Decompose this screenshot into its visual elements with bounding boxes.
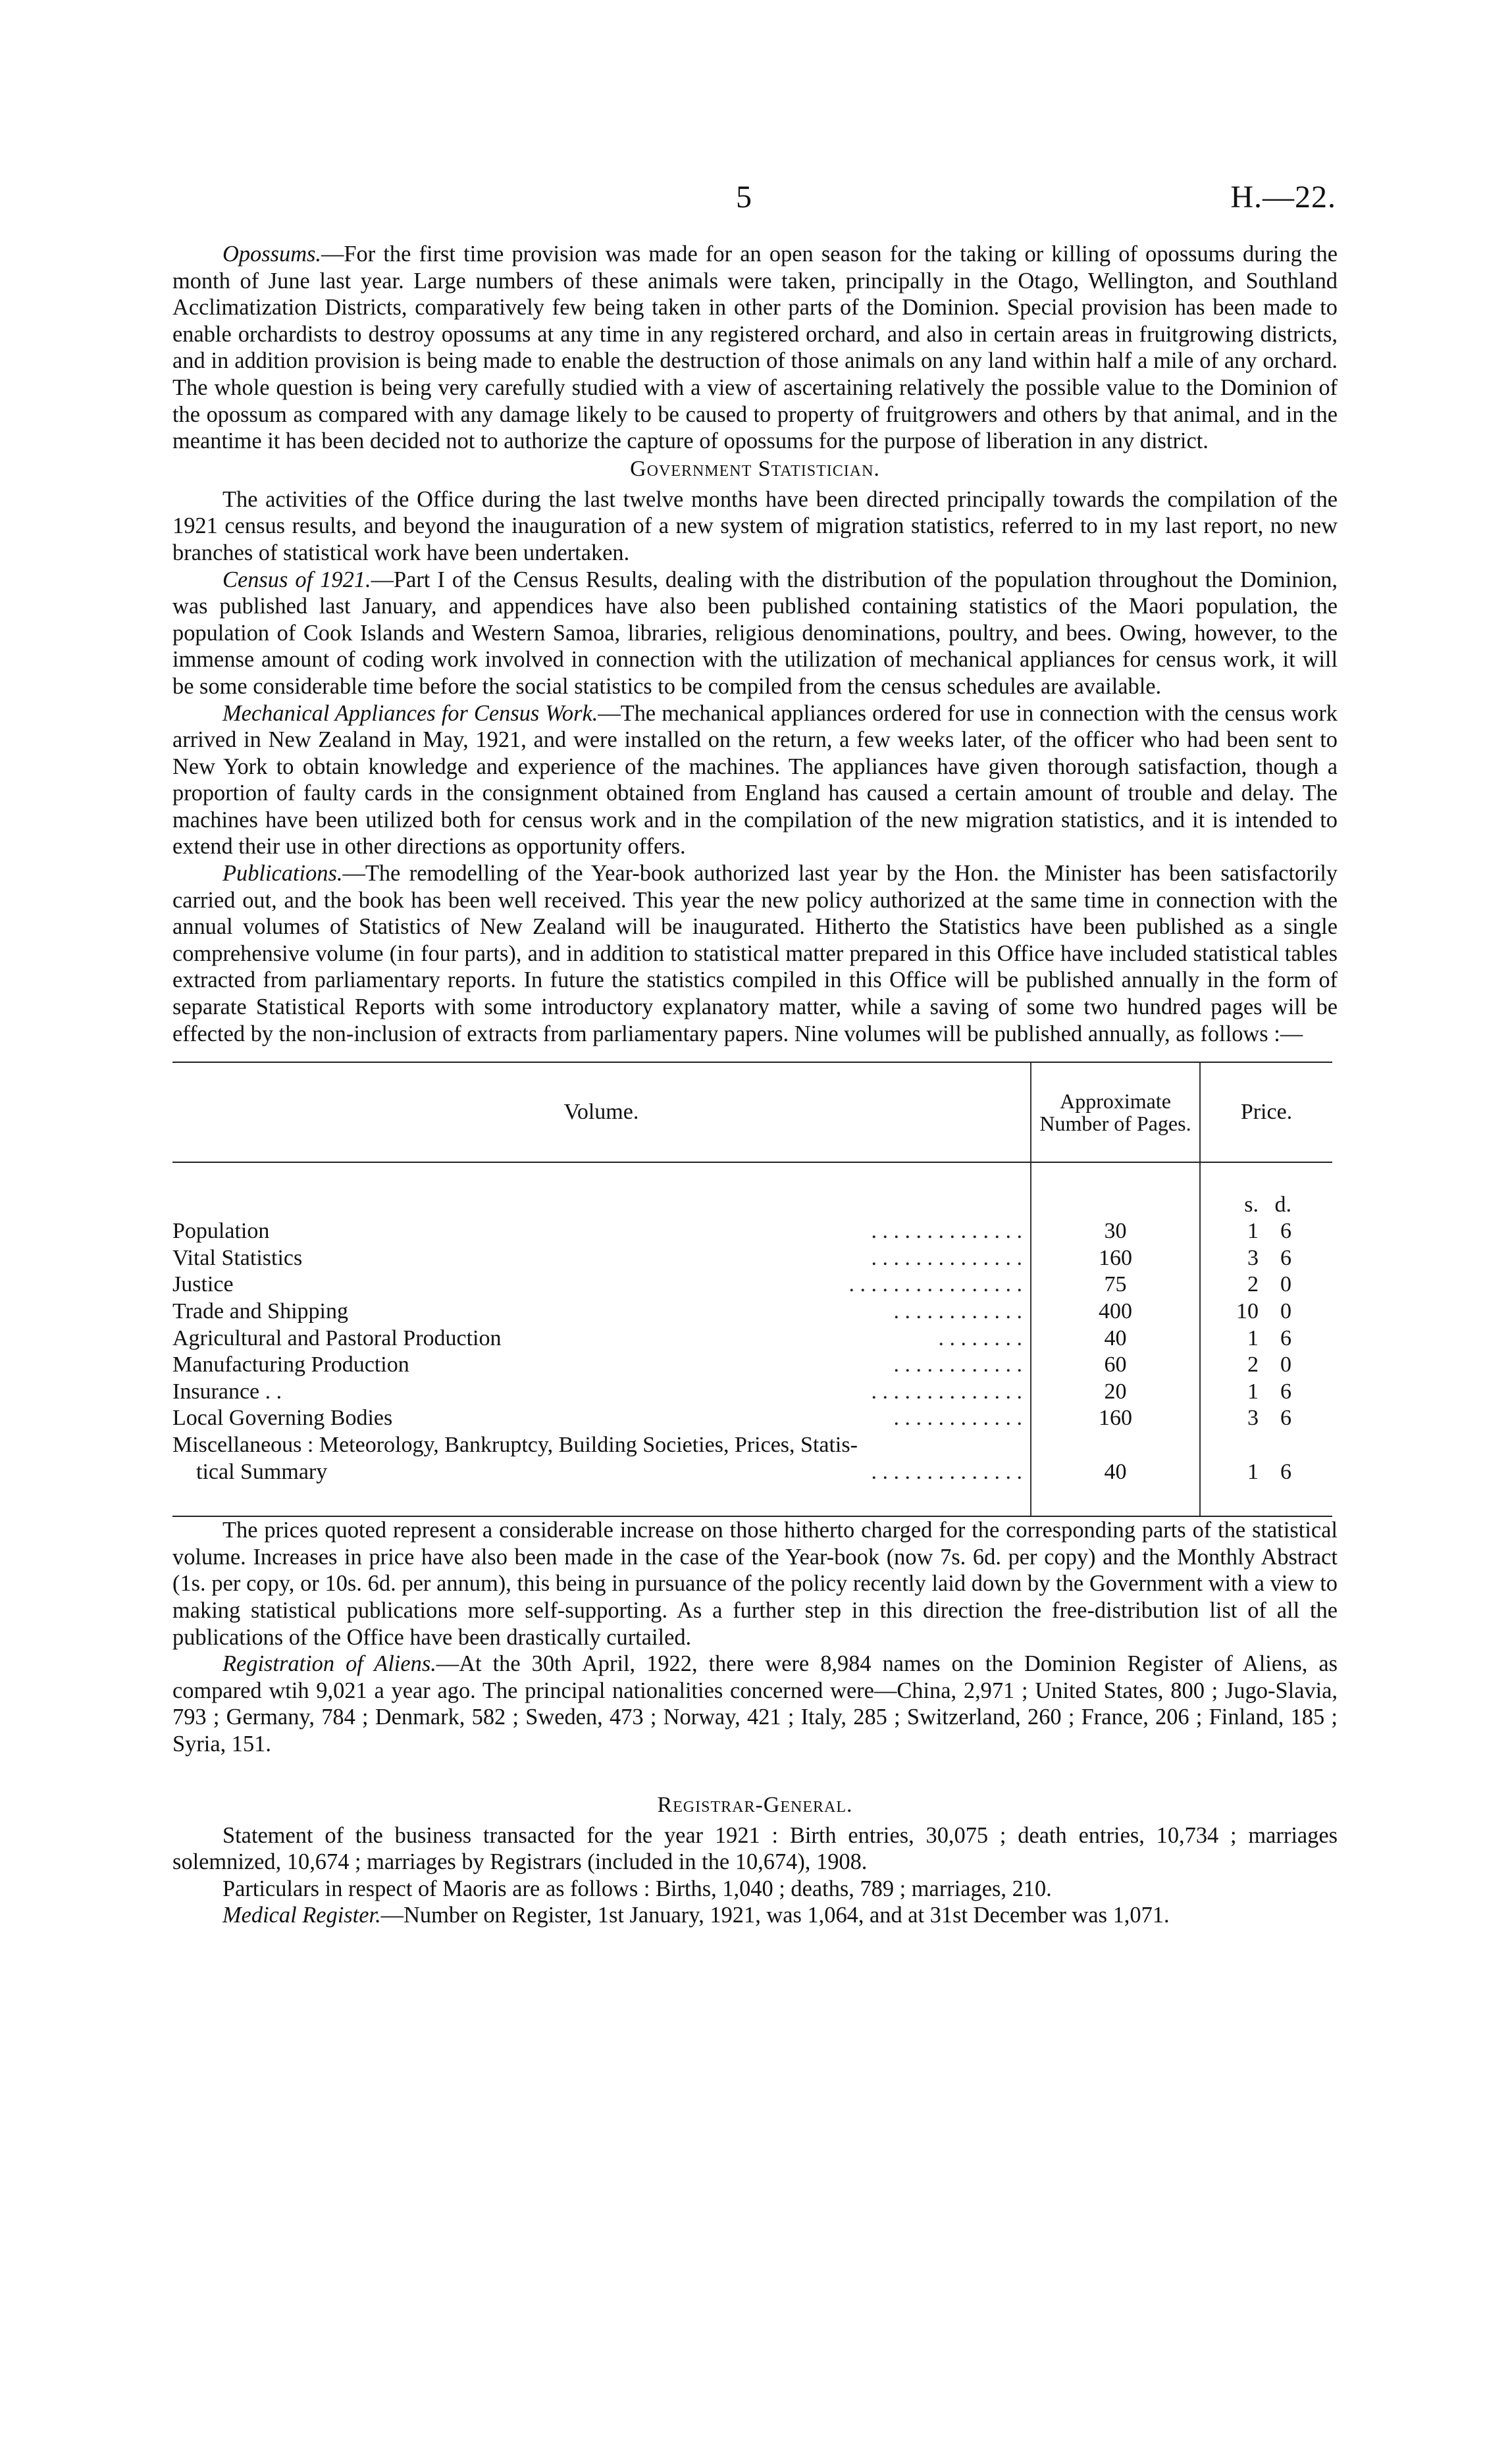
table-row (172, 1405, 1332, 1432)
leader-dots: . . . . . . . . . . . . (893, 1406, 1022, 1431)
leader-dots: . . . . . . . . . . . . . . . . (848, 1272, 1022, 1297)
price-pence: 0 (1280, 1272, 1291, 1297)
mechanical-lead: Mechanical Appliances for Census Work. (222, 700, 598, 726)
volume-name: Vital Statistics (172, 1245, 303, 1270)
price-shillings: 10 (1236, 1299, 1259, 1323)
pages-value: 75 (1031, 1271, 1200, 1298)
table-row (172, 1271, 1332, 1298)
publications-lead: Publications. (222, 861, 343, 886)
table-row (172, 1298, 1332, 1325)
mechanical-paragraph (172, 700, 1338, 861)
volume-name: Manufacturing Production (172, 1352, 409, 1377)
leader-dots: . . . . . . . . . . . . . . (871, 1459, 1022, 1484)
table-row (172, 1218, 1332, 1245)
statistician-intro-paragraph: The activities of the Office during the last twelve months have been directed principally towards the compilation of the 1921 census results, and beyond the inauguration of a new system of migration statistics, referred to in my last report, no new branches of statistical work have been undertaken. (172, 486, 1338, 565)
aliens-paragraph (172, 1651, 1338, 1757)
volumes-table (172, 1062, 1332, 1517)
price-pence: 6 (1280, 1459, 1291, 1484)
price-pence: 6 (1280, 1406, 1291, 1431)
aliens-text: —At the 30th April, 1922, there were 8,984 names on the Dominion Register of Aliens, as compared wtih 9,021 a year ago. The principal nationalities concerned were—China, 2,971 ; United States, 800 ; Jugo-Slavia, 793 ; Germany, 784 ; Denmark, 582 ; Sweden, 473 ; Norway, 421 ; Italy, 285 ; Switzerland, 260 ; France, 206 ; Finland, 185 ; Syria, 151. (172, 1651, 1338, 1757)
shillings-unit: s. (1244, 1192, 1259, 1217)
medical-register-text: —Number on Register, 1st January, 1921, was 1,064, and at 31st December was 1,071. (380, 1903, 1170, 1928)
price-shillings: 3 (1247, 1406, 1259, 1431)
document-reference: H.—22. (1230, 180, 1336, 215)
units-row (172, 1162, 1332, 1218)
leader-dots: . . . . . . . . . . . . (893, 1299, 1022, 1323)
volume-name: Trade and Shipping (172, 1299, 348, 1323)
page-number: 5 (736, 180, 752, 215)
pages-value: 40 (1031, 1325, 1200, 1352)
price-shillings: 2 (1247, 1352, 1259, 1377)
leader-dots: . . . . . . . . . . . . . . (871, 1219, 1022, 1244)
leader-dots: . . . . . . . . (938, 1325, 1022, 1350)
registrar-statement-paragraph: Statement of the business transacted for the year 1921 : Birth entries, 30,075 ; death entries, 10,734 ; marriages solemnized, 10,674 ; marriages by Registrars (included in the 10,674), 1908. (172, 1822, 1338, 1875)
pages-value: 40 (1031, 1432, 1200, 1516)
price-shillings: 1 (1247, 1219, 1259, 1244)
price-shillings: 1 (1247, 1459, 1259, 1484)
government-statistician-heading: Government Statistician. (630, 456, 880, 481)
table-row (172, 1325, 1332, 1352)
price-pence: 0 (1280, 1352, 1291, 1377)
census-lead: Census of 1921. (222, 567, 371, 592)
registrar-general-heading: Registrar-General. (657, 1792, 853, 1817)
pence-unit: d. (1274, 1192, 1291, 1217)
publications-text: —The remodelling of the Year-book authorized last year by the Hon. the Minister has been satisfactorily carried out, and the book has been well received. This year the new policy authorized at the same time in connection with the annual volumes of Statistics of New Zealand will be inaugurated. Hitherto the Statistics have been published as a single comprehensive volume (in four parts), and in addition to statistical matter prepared in this Office have included statistical tables extracted from parliamentary reports. In future the statistics compiled in this Office will be published annually in the form of separate Statistical Reports with some introductory explanatory matter, while a saving of some two hundred pages will be effected by the non-inclusion of extracts from parliamentary papers. Nine volumes will be published annually, as follows :— (172, 861, 1338, 1046)
pages-value: 160 (1031, 1245, 1200, 1272)
price-pence: 6 (1280, 1379, 1291, 1404)
prices-paragraph: The prices quoted represent a considerable increase on those hitherto charged for the corresponding parts of the statistical volume. Increases in price have also been made in the case of the Year-book (now 7s. 6d. per copy) and the Monthly Abstract (1s. per copy, or 10s. 6d. per annum), this being in pursuance of the policy recently laid down by the Government with a view to making statistical publications more self-supporting. As a further step in this direction the free-distribution list of all the publications of the Office have been drastically curtailed. (172, 1518, 1338, 1650)
leader-dots: . . . . . . . . . . . . (893, 1352, 1022, 1377)
price-shillings: 1 (1247, 1325, 1259, 1350)
table-row-miscellaneous (172, 1432, 1332, 1516)
census-paragraph (172, 567, 1338, 700)
volume-name-line1: Miscellaneous : Meteorology, Bankruptcy, Building Societies, Prices, Statis- (172, 1432, 858, 1457)
table-header-row (172, 1062, 1332, 1162)
volume-name: Justice (172, 1272, 234, 1297)
opossums-paragraph (172, 241, 1338, 455)
leader-dots: . . . . . . . . . . . . . . (871, 1379, 1022, 1404)
volume-name-line2: tical Summary (196, 1459, 328, 1484)
column-header-pages: Approximate Number of Pages. (1031, 1062, 1200, 1162)
opossums-text: —For the first time provision was made for an open season for the taking or killing of opossums during the month of June last year. Large numbers of these animals were taken, principally in the Otago, Wellington, and Southland Acclimatization Districts, comparatively few being taken in other parts of the Dominion. Special provision has been made to enable orchardists to destroy opossums at any time in any registered orchard, and also in certain areas in fruitgrowing districts, and in addition provision is being made to enable the destruction of those animals on any land within half a mile of any orchard. The whole question is being very carefully studied with a view of ascertaining relatively the possible value to the Dominion of the opossum as compared with any damage likely to be caused to property of fruitgrowers and others by that animal, and in the meantime it has been decided not to authorize the capture of opossums for the purpose of liberation in any district. (172, 242, 1338, 454)
volume-name: Local Governing Bodies (172, 1406, 393, 1431)
table-row (172, 1352, 1332, 1379)
maoris-paragraph: Particulars in respect of Maoris are as follows : Births, 1,040 ; deaths, 789 ; marriages, 210. (222, 1876, 1052, 1901)
price-pence: 6 (1280, 1245, 1291, 1270)
pages-value: 400 (1031, 1298, 1200, 1325)
price-pence: 6 (1280, 1325, 1291, 1350)
column-header-volume: Volume. (172, 1062, 1031, 1162)
pages-value: 30 (1031, 1218, 1200, 1245)
page-header (0, 179, 1485, 218)
price-pence: 6 (1280, 1219, 1291, 1244)
census-text: —Part I of the Census Results, dealing with the distribution of the population throughout the Dominion, was published last January, and appendices have also been published containing statistics of the Maori population, the population of Cook Islands and Western Samoa, libraries, religious denominations, poultry, and bees. Owing, however, to the immense amount of coding work involved in connection with the utilization of mechanical appliances for census work, it will be some considerable time before the social statistics to be compiled from the census schedules are available. (172, 567, 1338, 699)
price-shillings: 1 (1247, 1379, 1259, 1404)
pages-value: 160 (1031, 1405, 1200, 1432)
leader-dots: . . . . . . . . . . . . . . (871, 1245, 1022, 1270)
column-header-price: Price. (1200, 1062, 1332, 1162)
publications-paragraph (172, 860, 1338, 1047)
price-shillings: 3 (1247, 1245, 1259, 1270)
medical-register-paragraph (172, 1902, 1338, 1929)
medical-register-lead: Medical Register. (222, 1903, 381, 1928)
opossums-lead: Opossums. (222, 242, 322, 267)
table-row (172, 1245, 1332, 1272)
table-row (172, 1379, 1332, 1406)
mechanical-text: —The mechanical appliances ordered for use in connection with the census work arrived in New Zealand in May, 1921, and were installed on the return, a few weeks later, of the officer who had been sent to New York to obtain knowledge and experience of the machines. The appliances have given thorough satisfaction, though a proportion of faulty cards in the consignment obtained from England has caused a certain amount of trouble and delay. The machines have been utilized both for census work and in the compilation of the new migration statistics, and it is intended to extend their use in other directions as opportunity offers. (172, 700, 1338, 860)
volume-name: Population (172, 1219, 270, 1244)
pages-value: 60 (1031, 1352, 1200, 1379)
volume-name: Agricultural and Pastoral Production (172, 1325, 502, 1350)
pages-value: 20 (1031, 1379, 1200, 1406)
volume-name: Insurance . . (172, 1379, 282, 1404)
page-body (172, 241, 1338, 1929)
price-shillings: 2 (1247, 1272, 1259, 1297)
aliens-lead: Registration of Aliens. (222, 1651, 436, 1677)
price-pence: 0 (1280, 1299, 1291, 1323)
